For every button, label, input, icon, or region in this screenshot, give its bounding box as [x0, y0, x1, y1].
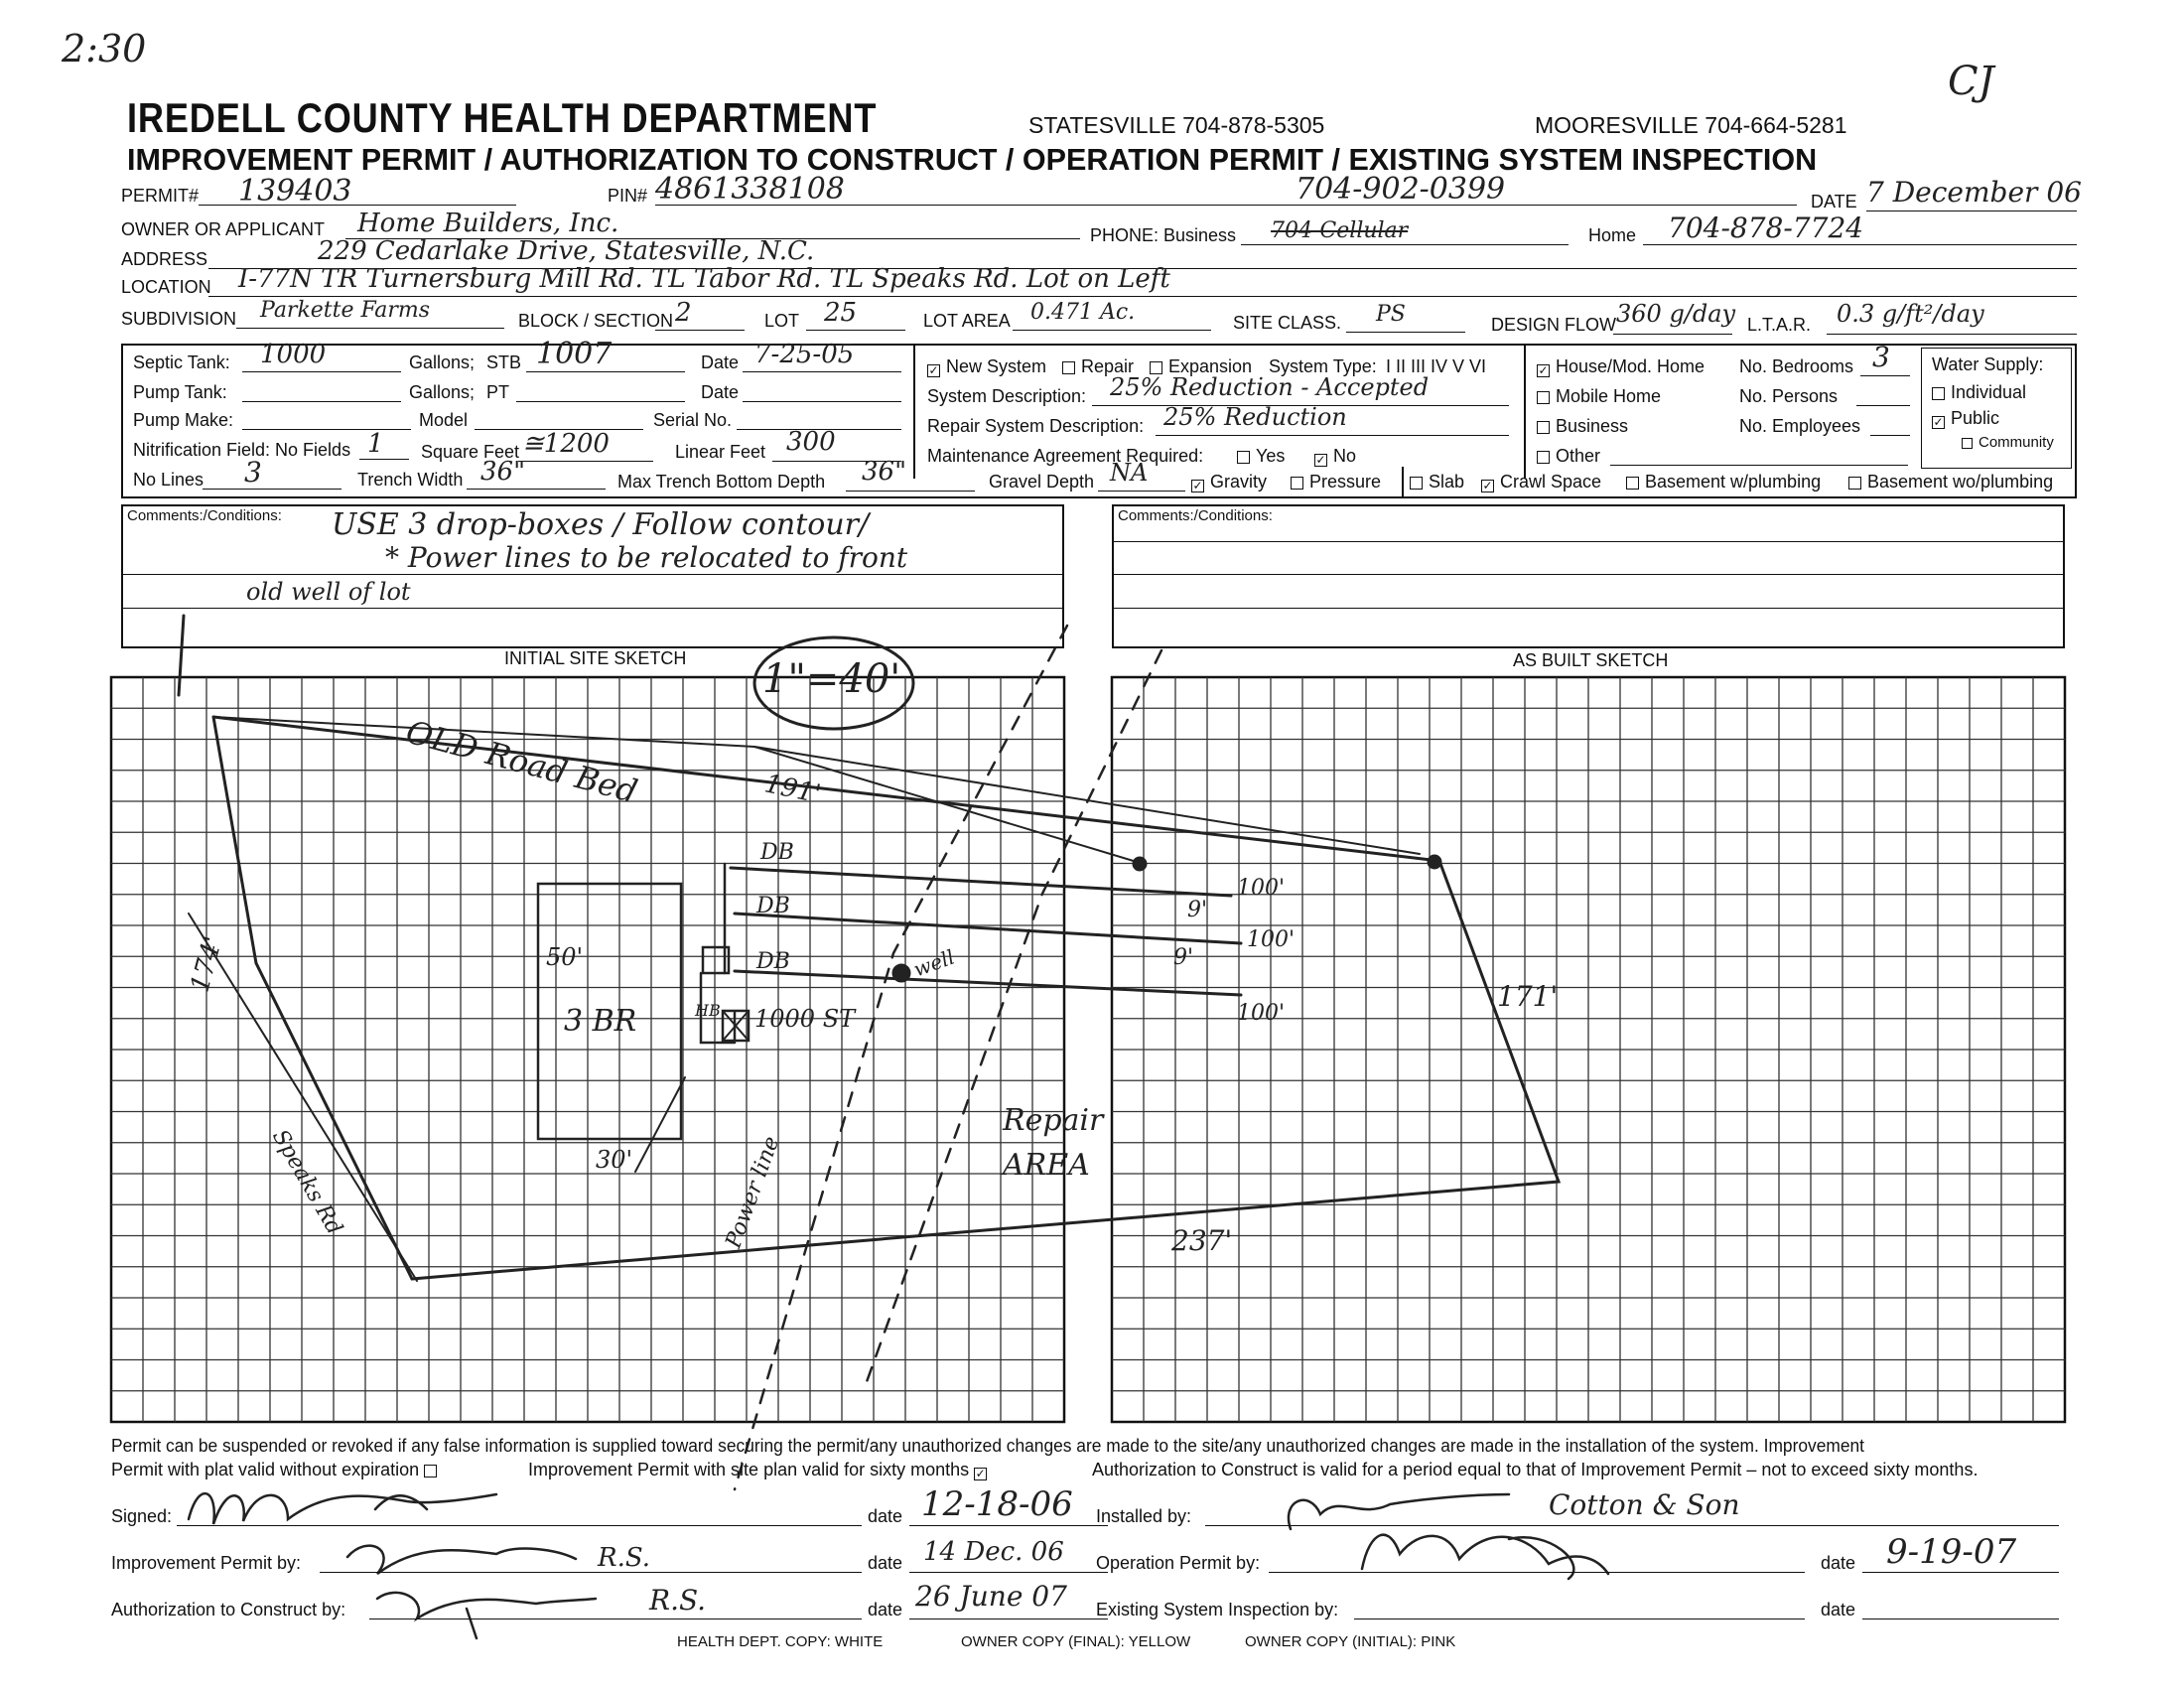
comment-line-3: old well of lot	[246, 578, 411, 606]
water-public[interactable]: ✓ Public	[1933, 408, 2000, 429]
new-system-option[interactable]: ✓ New System	[928, 356, 1047, 377]
trench-width-label: Trench Width	[357, 470, 464, 490]
water-individual[interactable]: Individual	[1932, 383, 2026, 401]
pressure-option[interactable]: Pressure	[1291, 473, 1381, 491]
ltar-label: L.T.A.R.	[1747, 315, 1812, 335]
permit-date: 7 December 06	[1866, 176, 2082, 209]
block-section-value: 2	[675, 298, 692, 328]
block-section-label: BLOCK / SECTION	[518, 311, 674, 331]
mobile-home-option[interactable]: Mobile Home	[1537, 387, 1661, 405]
line-length-100-c: 100'	[1237, 1001, 1286, 1026]
initial-sketch-title: INITIAL SITE SKETCH	[504, 648, 687, 668]
repair-description-label: Repair System Description:	[927, 416, 1145, 436]
subdivision-label: SUBDIVISION	[121, 309, 237, 329]
authorization-notice: Authorization to Construct is valid for a period equal to that of Improvement Permit – not to exceed sixty months.	[1092, 1460, 1979, 1479]
site-plan-notice: Improvement Permit with site plan valid for sixty months ✓	[528, 1460, 986, 1480]
bedrooms-value: 3	[1872, 341, 1890, 373]
owner-label: OWNER OR APPLICANT	[121, 219, 326, 239]
address-label: ADDRESS	[121, 249, 208, 269]
house-height: 50'	[546, 943, 584, 971]
pin-number: 4861338108	[655, 172, 845, 207]
slab-option[interactable]: Slab	[1410, 473, 1464, 491]
improvement-date-label: date	[868, 1553, 903, 1573]
site-class-label: SITE CLASS.	[1233, 313, 1342, 333]
home-phone: 704-878-7724	[1668, 211, 1864, 244]
house-option[interactable]: ✓ House/Mod. Home	[1538, 356, 1706, 377]
installed-label: Installed by:	[1096, 1506, 1192, 1526]
spacing-9-b: 9'	[1173, 945, 1194, 970]
improvement-label: Improvement Permit by:	[111, 1553, 302, 1573]
length-237: 237'	[1171, 1224, 1233, 1257]
operation-date: 9-19-07	[1886, 1532, 2017, 1572]
house-width: 30'	[596, 1146, 633, 1174]
design-flow-value: 360 g/day	[1616, 300, 1736, 328]
authorization-suffix: R.S.	[649, 1584, 707, 1617]
improvement-date: 14 Dec. 06	[923, 1537, 1064, 1567]
asbuilt-sketch-title: AS BUILT SKETCH	[1513, 650, 1669, 670]
department-title: IREDELL COUNTY HEALTH DEPARTMENT	[127, 94, 878, 141]
old-road-label: OLD Road Bed	[402, 712, 642, 811]
hose-bib-label: HB	[695, 1001, 721, 1020]
septic-tank-value: 1000	[260, 340, 327, 369]
location-label: LOCATION	[121, 277, 211, 297]
trench-width-value: 36"	[480, 457, 526, 487]
phone-business-label: PHONE: Business	[1090, 225, 1237, 245]
address-value: 229 Cedarlake Drive, Statesville, N.C.	[318, 236, 815, 266]
scale-text: 1"=40'	[762, 656, 901, 702]
design-flow-label: DESIGN FLOW	[1491, 315, 1617, 335]
lot-label: LOT	[764, 311, 800, 331]
pin-label: PIN#	[608, 186, 648, 206]
maintenance-no[interactable]: ✓ No	[1315, 446, 1357, 467]
signed-date: 12-18-06	[921, 1484, 1073, 1524]
comment-line-1: USE 3 drop-boxes / Follow contour/	[332, 507, 870, 542]
septic-tank-label: Septic Tank:	[133, 352, 230, 372]
spacing-9-a: 9'	[1187, 898, 1208, 922]
tank-label: 1000 ST	[754, 1005, 856, 1033]
site-class-value: PS	[1376, 302, 1406, 327]
date-label: DATE	[1811, 192, 1857, 211]
improvement-signature	[347, 1546, 576, 1574]
square-feet-value: ≅1200	[522, 429, 610, 459]
improvement-suffix: R.S.	[598, 1543, 650, 1573]
location-value: I-77N TR Turnersburg Mill Rd. TL Tabor Rd. TL Speaks Rd. Lot on Left	[238, 264, 1170, 294]
line-length-100-a: 100'	[1237, 876, 1286, 901]
statesville-phone: STATESVILLE 704-878-5305	[1028, 112, 1325, 138]
stb-date-label: Date	[701, 352, 740, 372]
business-option[interactable]: Business	[1537, 417, 1628, 435]
subdivision-value: Parkette Farms	[260, 298, 431, 323]
well-label: well	[910, 944, 958, 982]
comment-line-2: * Power lines to be relocated to front	[385, 541, 908, 574]
corner-note: 2:30	[62, 27, 147, 70]
basement-w-option[interactable]: Basement w/plumbing	[1626, 473, 1821, 491]
corner-badge: CJ	[1948, 59, 1994, 104]
installer-name: Cotton & Son	[1549, 1488, 1740, 1521]
lot-area-value: 0.471 Ac.	[1030, 300, 1136, 325]
max-depth-label: Max Trench Bottom Depth	[617, 472, 826, 492]
system-type-label: System Type:	[1269, 356, 1377, 376]
signed-label: Signed:	[111, 1506, 173, 1526]
repair-description: 25% Reduction	[1163, 403, 1347, 431]
existing-inspection-label: Existing System Inspection by:	[1096, 1600, 1339, 1619]
bedrooms-label: No. Bedrooms	[1739, 356, 1854, 376]
drop-box-3: DB	[756, 949, 790, 974]
pt-date-label: Date	[701, 382, 740, 402]
no-lines-value: 3	[244, 456, 262, 489]
owner-value: Home Builders, Inc.	[357, 209, 619, 238]
lot-area-label: LOT AREA	[923, 311, 1011, 331]
linear-feet-value: 300	[786, 427, 836, 457]
gravity-option[interactable]: ✓ Gravity	[1192, 472, 1268, 493]
stb-value: 1007	[536, 337, 613, 371]
expansion-option[interactable]: Expansion	[1150, 357, 1252, 375]
water-supply-label: Water Supply:	[1932, 354, 2044, 374]
stb-label: STB	[486, 352, 522, 372]
repair-option[interactable]: Repair	[1062, 357, 1134, 375]
business-phone: 704-902-0399	[1296, 172, 1506, 207]
maintenance-yes[interactable]: Yes	[1237, 447, 1285, 465]
crawl-space-option[interactable]: ✓ Crawl Space	[1482, 472, 1602, 493]
speaks-rd-label: Speaks Rd	[266, 1125, 347, 1239]
comments-label-left: Comments:/Conditions:	[127, 507, 282, 524]
form-subtitle: IMPROVEMENT PERMIT / AUTHORIZATION TO CONSTRUCT / OPERATION PERMIT / EXISTING SYSTEM INSPECTION	[127, 142, 1818, 177]
owner-signature	[189, 1493, 496, 1524]
length-191: 191'	[761, 769, 824, 810]
no-lines-label: No Lines	[133, 470, 205, 490]
employees-label: No. Employees	[1739, 416, 1861, 436]
business-crossed: 704-Cellular	[1271, 218, 1409, 243]
gravel-depth-value: NA	[1110, 459, 1149, 487]
stb-date-value: 7-25-05	[754, 340, 855, 369]
mooresville-phone: MOORESVILLE 704-664-5281	[1535, 112, 1847, 138]
no-fields-value: 1	[367, 429, 384, 459]
authorization-signature	[377, 1593, 596, 1638]
length-174: 174'	[185, 932, 229, 996]
pump-tank-label: Pump Tank:	[133, 382, 227, 402]
authorization-label: Authorization to Construct by:	[111, 1600, 346, 1619]
max-depth-value: 36"	[862, 457, 907, 487]
pump-make-label: Pump Make:	[133, 410, 234, 430]
repair-area-label: Repair AREA	[1003, 1103, 1104, 1183]
ltar-value: 0.3 g/ft²/day	[1837, 300, 1984, 328]
signed-date-label: date	[868, 1506, 903, 1526]
power-line-label: Power line	[721, 1133, 785, 1252]
system-types: I II III IV V VI	[1386, 356, 1487, 376]
persons-label: No. Persons	[1739, 386, 1839, 406]
other-option[interactable]: Other	[1537, 447, 1600, 465]
serial-label: Serial No.	[653, 410, 733, 430]
permit-label: PERMIT#	[121, 186, 200, 206]
maintenance-label: Maintenance Agreement Required:	[927, 446, 1204, 466]
plat-notice: Permit with plat valid without expiration	[111, 1461, 443, 1478]
model-label: Model	[419, 410, 469, 430]
revocation-notice: Permit can be suspended or revoked if any false information is supplied toward securing the permit/any unauthorized changes are made to the site/any unauthorized changes are made in the installation of the system. Improvement	[111, 1436, 1864, 1456]
comments-label-right: Comments:/Conditions:	[1118, 507, 1273, 524]
system-description: 25% Reduction - Accepted	[1110, 373, 1430, 401]
water-community[interactable]: Community	[1962, 435, 2054, 450]
copy-pink: OWNER COPY (INITIAL): PINK	[1245, 1633, 1456, 1650]
line-length-100-b: 100'	[1247, 927, 1296, 952]
pt-label: PT	[486, 382, 510, 402]
operation-label: Operation Permit by:	[1096, 1553, 1261, 1573]
copy-white: HEALTH DEPT. COPY: WHITE	[677, 1633, 884, 1650]
permit-number: 139403	[238, 174, 352, 209]
authorization-date: 26 June 07	[915, 1580, 1067, 1613]
drop-box-1: DB	[760, 840, 794, 865]
system-description-label: System Description:	[927, 386, 1087, 406]
gravel-depth-label: Gravel Depth	[989, 472, 1095, 492]
nitrification-label: Nitrification Field: No Fields	[133, 440, 351, 460]
existing-date-label: date	[1821, 1600, 1856, 1619]
bedrooms-sketch: 3 BR	[564, 1004, 637, 1039]
linear-feet-label: Linear Feet	[675, 442, 766, 462]
installer-signature	[1289, 1494, 1509, 1529]
gallons-label-1: Gallons;	[409, 352, 476, 372]
operation-date-label: date	[1821, 1553, 1856, 1573]
home-label: Home	[1588, 225, 1637, 245]
lot-value: 25	[824, 298, 858, 328]
drop-box-2: DB	[756, 894, 790, 918]
authorization-date-label: date	[868, 1600, 903, 1619]
basement-wo-option[interactable]: Basement wo/plumbing	[1848, 473, 2053, 491]
copy-yellow: OWNER COPY (FINAL): YELLOW	[961, 1633, 1191, 1650]
length-171: 171'	[1497, 980, 1559, 1013]
square-feet-label: Square Feet	[421, 442, 520, 462]
gallons-label-2: Gallons;	[409, 382, 476, 402]
